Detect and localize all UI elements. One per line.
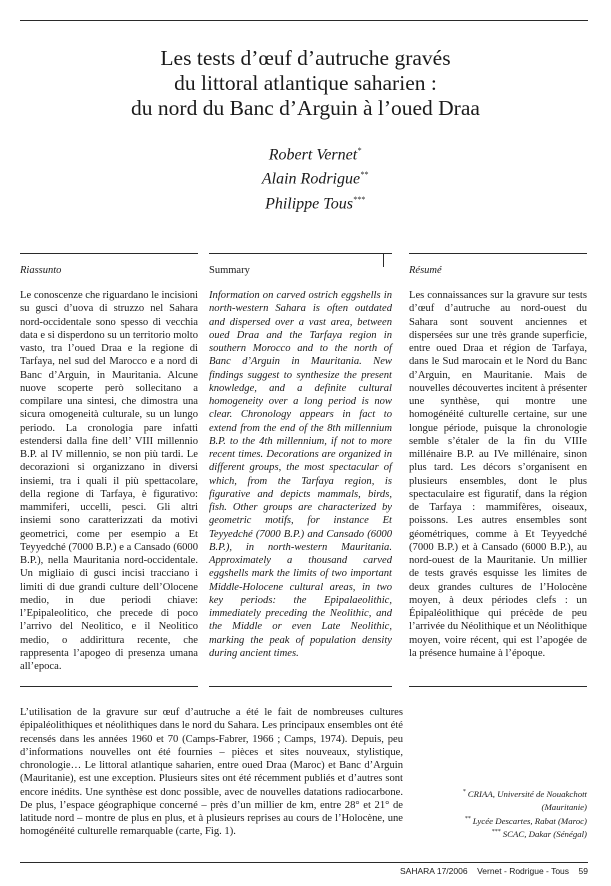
author-footnote-mark: * <box>357 146 362 155</box>
top-rule <box>20 20 588 21</box>
affiliation-line <box>405 800 587 813</box>
page-footer <box>400 866 588 876</box>
body-rule-right <box>409 686 587 687</box>
body-rule-center <box>209 686 392 687</box>
abstract-heading-french: Résumé <box>409 265 442 276</box>
author-name: Philippe Tous <box>265 194 353 212</box>
affiliation-text: SCAC, Dakar (Sénégal) <box>502 829 587 840</box>
title-line-2: du littoral atlantique saharien : <box>174 71 437 95</box>
author-line <box>190 165 440 189</box>
abstract-text-italian: Le conoscenze che riguardano le incisioni su gusci d’uova di struzzo nel Sahara nord-occidentale sono spesso di vecchia data e si disperdono su un territorio molto vasto, tra l’oued Draa e la regione di Tarfaya, nel sud del Marocco e a nord di Banc d’Arguin, in Mauritania. Alcune nuove scoperte però sollecitano a compilare una sintesi, che dimostra una sicura omogeneità culturale, su un lungo periodo. La cronologia pare infatti estendersi dalla fine dell’ VIII millennio B.P. al IV millennio, se non più tardi. Le decorazioni si organizzano in diversi insiemi, tra i quali il più spettacolare, della regione di Tarfaya, è figurativo: mammiferi, uccelli, pesci. Gli altri insiemi sono caratterizzati da motivi geometrici, come per esempio a Et Teyyedché (7000 B.P.) e a Cansado (6000 B.P.), nella Mauritania nord-occidentale. Un migliaio di gusci incisi tracciano i limiti di due grandi culture dell’Olocene medio, in due periodi chiave: l’Epipaleolitico, che precede di poco l’arrivo del Neolitico, e il Neolitico medio, o addirittura recente, che rappresenta l’apogeo di presenza umana all’epoca. <box>20 290 198 672</box>
abstract-french <box>409 264 587 660</box>
abstract-text-french: Les connaissances sur la gravure sur tests d’œuf d’autruche au nord-ouest du Sahara sont souvent anciennes et dispersées sur une très grande superficie, entre oued Draa et région de Tarfaya, dans le Sud marocain et le Nord du Banc d’Arguin, en Mauritanie. Mais de nouvelles découvertes incitent à présenter une synthèse, qui montre une homogénéité culturelle certaine, sur une longue période, puisque la chronologie semble s’étaler de la fin du VIIIe millénaire B.P. au IVe millénaire, sinon plus tard. Les décors s’organisent en plusieurs ensembles, dont le plus spectaculaire est figuratif, dans la région de Tarfaya : mammifères, oiseaux, poissons. Les autres ensembles sont géométriques, comme à Et Teyyedché (7000 B.P.) et à Cansado (6000 B.P.), au nord-ouest de la Mauritanie. Un millier de tests gravés esquisse les limites de deux grandes cultures de l’Holocène moyen, à deux périodes clefs : un Épipaléolithique qui précède de peu l’arrivée du Néolithique et un Néolithique moyen, voire récent, qui est l’apogée de la présence humaine à l’époque. <box>409 290 587 659</box>
author-line <box>190 190 440 214</box>
footer-journal: SAHARA 17/2006 <box>400 866 468 876</box>
body-rule-left <box>20 686 198 687</box>
abstract-heading-italian: Riassunto <box>20 265 62 276</box>
title-line-1: Les tests d’œuf d’autruche gravés <box>160 46 451 70</box>
affiliations <box>405 787 587 841</box>
affiliation-line <box>405 814 587 827</box>
affiliation-mark: *** <box>491 829 501 836</box>
affiliation-text: Lycée Descartes, Rabat (Maroc) <box>472 815 587 826</box>
affiliation-mark: ** <box>464 815 471 822</box>
abstract-rule-right <box>409 253 587 254</box>
author-footnote-mark: *** <box>352 194 365 204</box>
intro-paragraph: L’utilisation de la gravure sur œuf d’autruche a été le fait de nombreuses cultures épipaléolithiques et néolithiques dans le nord du Sahara. Les principaux ensembles ont été recensés dans les années 1960 et 70 (Camps-Fabrer, 1966 ; Camps, 1974). Depuis, peu d’informations nouvelles ont été fournies – pièces et sites nouveaux, stylistique, chronologie… Le littoral atlantique saharien, entre oued Draa (Maroc) et Banc d’Arguin (Mauritanie), est une exception. Plusieurs sites ont été récemment publiés et d’autres sont encore inédits. Une synthèse est donc possible, avec de nouvelles datations radiocarbone. De plus, l’espace géographique concerné – près d’un millier de km, entre 28° et 21° de latitude nord – montre de plus en plus, et à plusieurs reprises au cours de l’Holocène, une homogénéité culturelle remarquable (carte, Fig. 1). <box>20 707 403 838</box>
abstract-rule-left <box>20 253 198 254</box>
author-line <box>190 141 440 165</box>
footer-page-number: 59 <box>578 866 588 876</box>
abstract-text-english: Information on carved ostrich eggshells in north-western Sahara is often outdated and dispersed over a vast area, between oued Draa and the Tarfaya region in southern Morocco and to the north of Banc d’Arguin in Mauritania. New findings suggest to synthesize the present knowledge, and a definite cultural homogeneity over a long period is now clear. Chronology appears in fact to extend from the end of the 8th millennium B.P. to the 4th millennium, if not to more recent times. Decorations are organized in different groups, the most spectacular of which, from the Tarfaya region, is figurative and depicts mammals, birds, fish. Other groups are characterized by geometric motifs, for instance Et Teyyedché (7000 B.P.) and Cansado (6000 B.P.), in north-western Mauritania. Approximately a thousand carved eggshells mark the limits of two important Middle-Holocene cultural areas, in two key periods: the Epipalaeolithic, immediately preceding the Neolithic, and the Middle or even Late Neolithic, marking the peak of population density during ancient times. <box>209 290 392 659</box>
author-name: Alain Rodrigue <box>261 170 361 188</box>
footer-authors: Vernet - Rodrigue - Tous <box>477 866 570 876</box>
affiliation-text: (Mauritanie) <box>541 802 587 813</box>
abstract-english <box>209 264 392 660</box>
affiliation-line <box>405 787 587 800</box>
footer-rule <box>20 862 588 863</box>
author-name: Robert Vernet <box>268 146 358 164</box>
abstract-heading-english: Summary <box>209 265 250 276</box>
affiliation-text: CRIAA, Université de Nouakchott <box>467 788 587 799</box>
abstract-italian <box>20 264 198 673</box>
title-line-3: du nord du Banc d’Arguin à l’oued Draa <box>131 96 480 120</box>
author-list <box>190 141 440 214</box>
article-title <box>40 46 571 121</box>
abstract-rule-center <box>209 253 392 254</box>
author-footnote-mark: ** <box>360 170 369 180</box>
affiliation-mark: * <box>462 789 466 795</box>
affiliation-line <box>405 827 587 840</box>
